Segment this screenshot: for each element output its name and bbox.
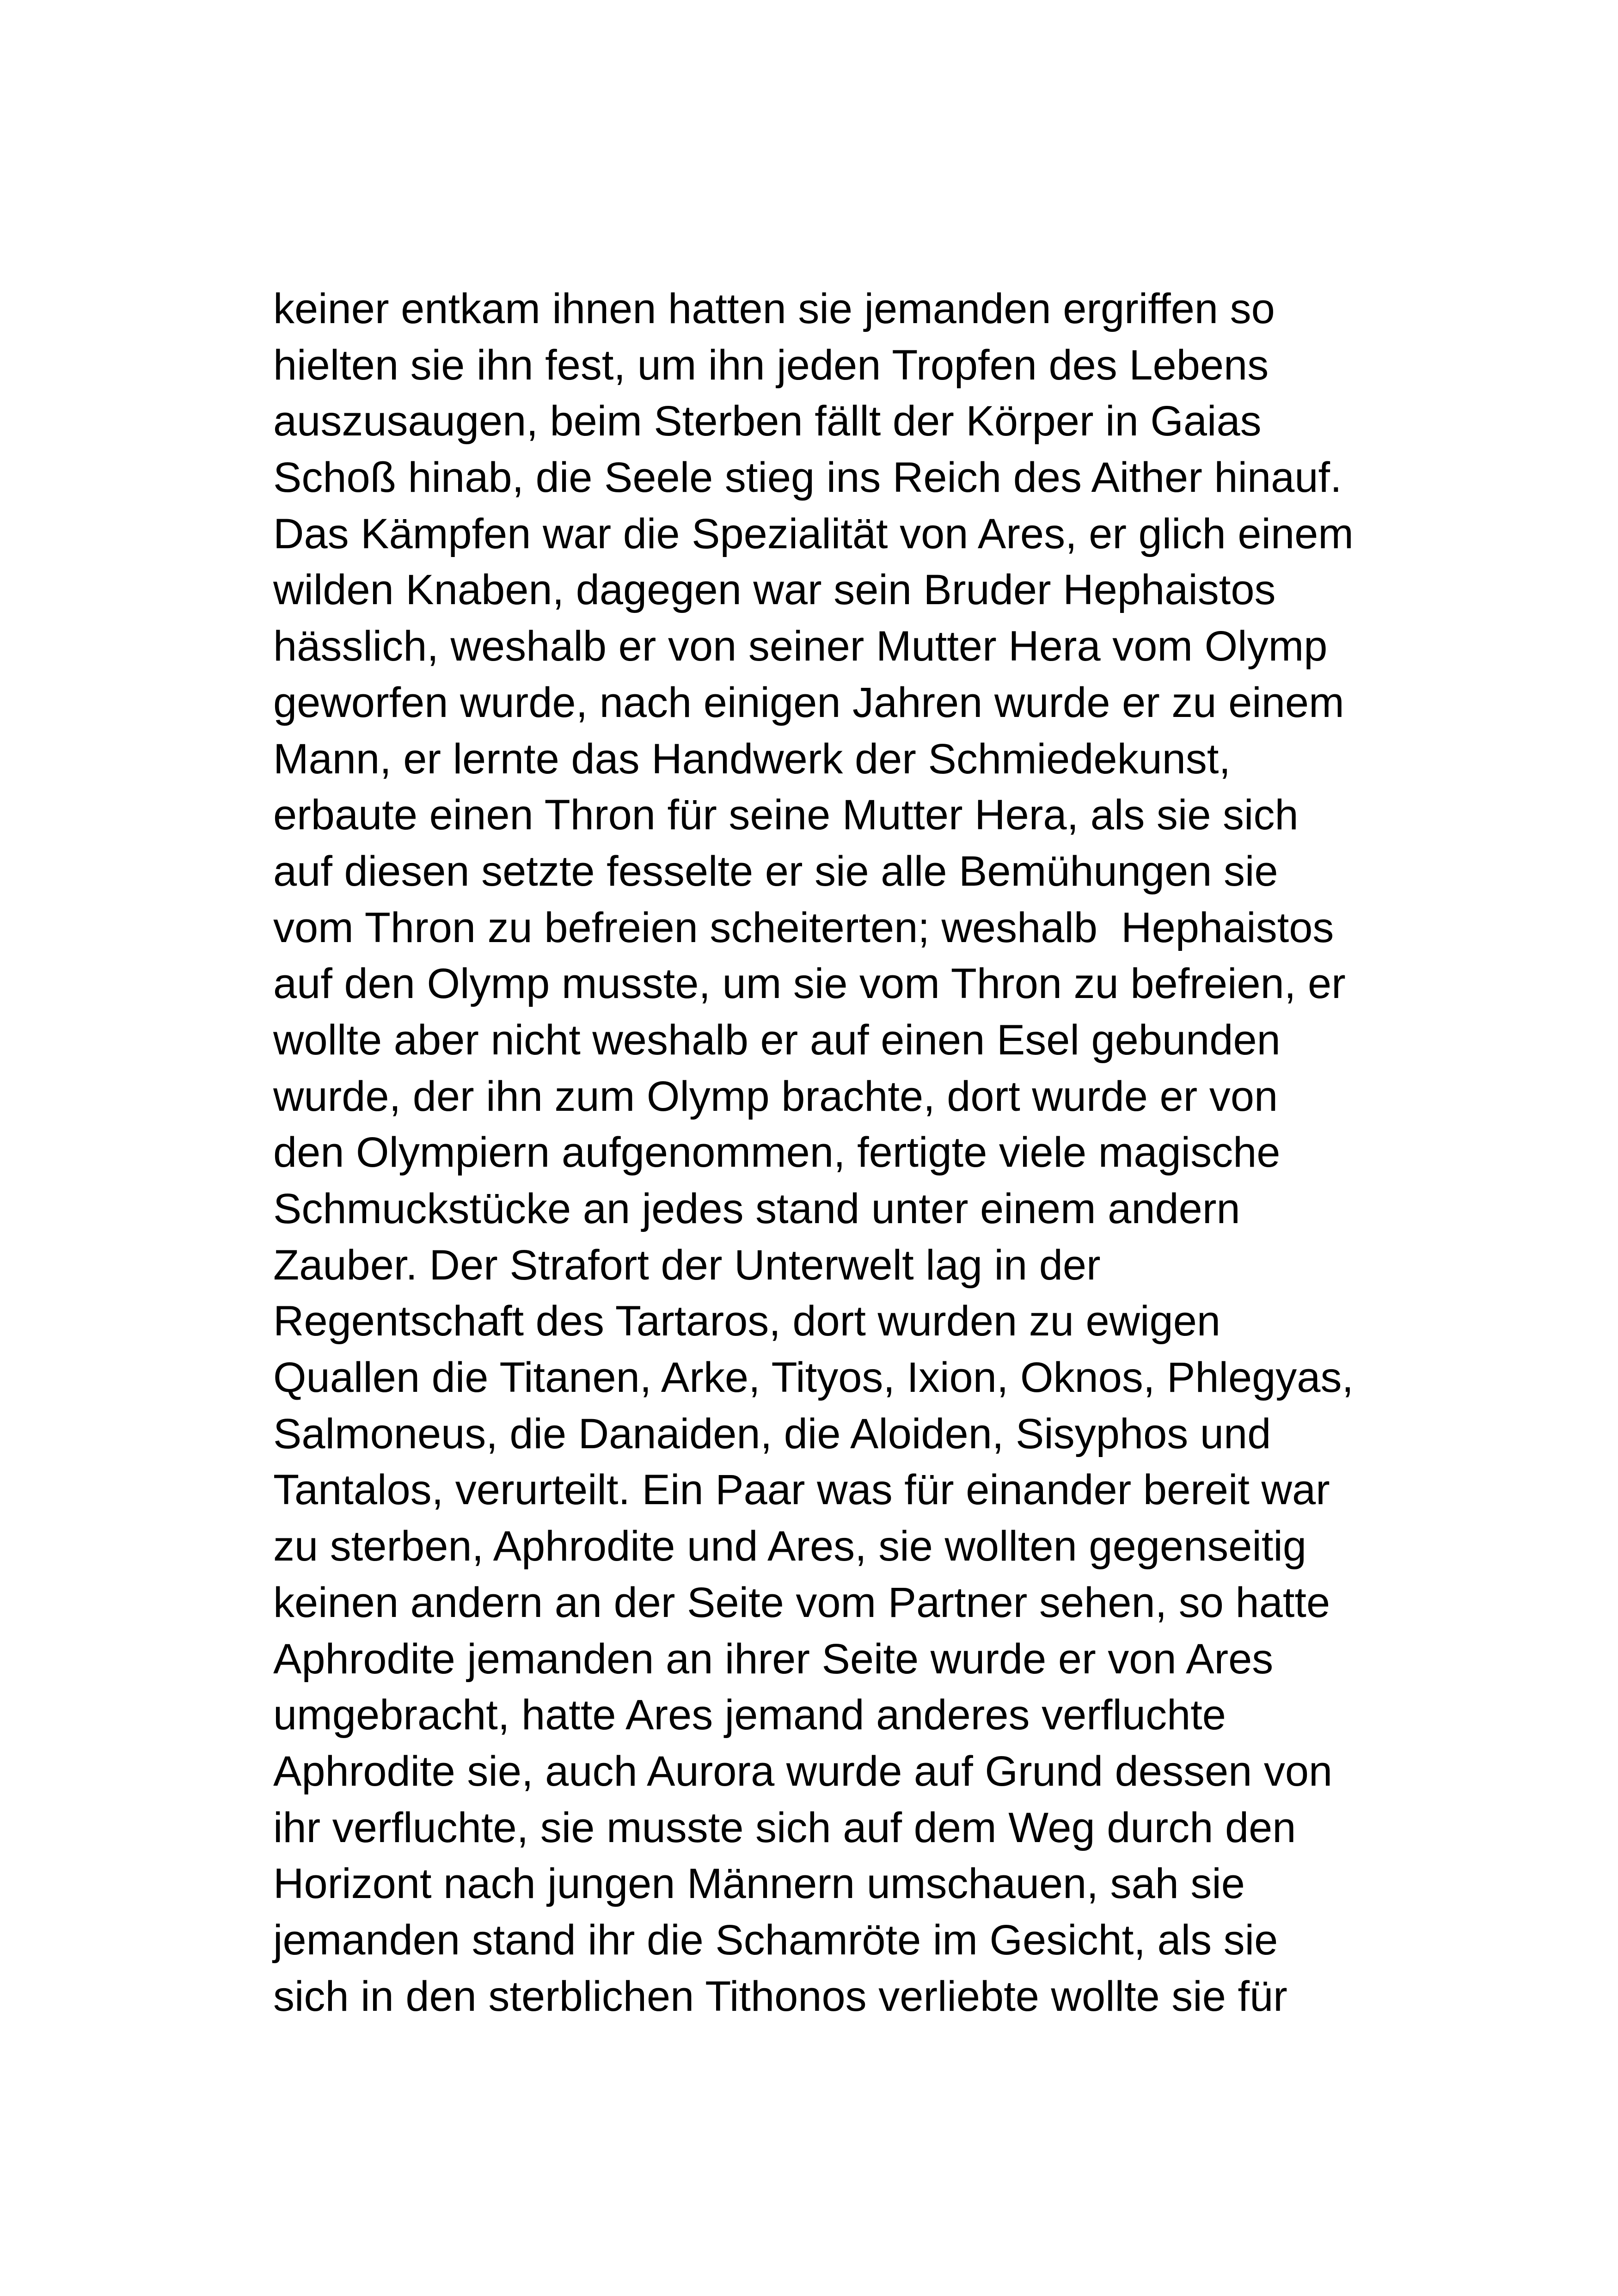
- body-text: [273, 281, 1457, 2025]
- text-line: Tantalos, verurteilt. Ein Paar was für einander bereit war: [273, 1466, 1330, 1514]
- text-line: Das Kämpfen war die Spezialität von Ares, er glich einem: [273, 510, 1354, 557]
- text-line: hielten sie ihn fest, um ihn jeden Tropfen des Lebens: [273, 341, 1269, 389]
- text-line: auf diesen setzte fesselte er sie alle Bemühungen sie: [273, 847, 1278, 895]
- text-line: den Olympiern aufgenommen, fertigte viele magische: [273, 1129, 1281, 1176]
- text-line: wilden Knaben, dagegen war sein Bruder Hephaistos: [273, 566, 1276, 614]
- text-line: hässlich, weshalb er von seiner Mutter Hera vom Olymp: [273, 623, 1328, 670]
- text-line: Aphrodite sie, auch Aurora wurde auf Grund dessen von: [273, 1747, 1333, 1795]
- text-line: geworfen wurde, nach einigen Jahren wurde er zu einem: [273, 679, 1344, 726]
- text-line: auf den Olymp musste, um sie vom Thron zu befreien, er: [273, 960, 1346, 1008]
- text-line: Mann, er lernte das Handwerk der Schmiedekunst,: [273, 735, 1231, 783]
- text-line: vom Thron zu befreien scheiterten; weshalb Hephaistos: [273, 904, 1334, 951]
- text-line: wurde, der ihn zum Olymp brachte, dort wurde er von: [273, 1072, 1278, 1120]
- text-line: keiner entkam ihnen hatten sie jemanden ergriffen so: [273, 285, 1275, 332]
- text-line: Aphrodite jemanden an ihrer Seite wurde er von Ares: [273, 1635, 1274, 1683]
- text-line: Schmuckstücke an jedes stand unter einem andern: [273, 1185, 1240, 1232]
- text-line: auszusaugen, beim Sterben fällt der Körper in Gaias: [273, 398, 1262, 445]
- text-line: Quallen die Titanen, Arke, Tityos, Ixion, Oknos, Phlegyas,: [273, 1354, 1354, 1402]
- text-line: erbaute einen Thron für seine Mutter Hera, als sie sich: [273, 791, 1299, 839]
- text-line: umgebracht, hatte Ares jemand anderes verfluchte: [273, 1691, 1226, 1739]
- text-line: sich in den sterblichen Tithonos verliebte wollte sie für: [273, 1972, 1287, 2020]
- text-line: Salmoneus, die Danaiden, die Aloiden, Sisyphos und: [273, 1410, 1271, 1457]
- text-line: Zauber. Der Strafort der Unterwelt lag in der: [273, 1241, 1101, 1289]
- text-line: keinen andern an der Seite vom Partner sehen, so hatte: [273, 1579, 1330, 1626]
- text-line: ihr verfluchte, sie musste sich auf dem Weg durch den: [273, 1804, 1296, 1851]
- text-line: Regentschaft des Tartaros, dort wurden zu ewigen: [273, 1298, 1221, 1345]
- text-line: jemanden stand ihr die Schamröte im Gesicht, als sie: [273, 1916, 1278, 1964]
- text-line: zu sterben, Aphrodite und Ares, sie wollten gegenseitig: [273, 1523, 1306, 1570]
- text-line: Schoß hinab, die Seele stieg ins Reich des Aither hinauf.: [273, 454, 1342, 502]
- text-line: wollte aber nicht weshalb er auf einen Esel gebunden: [273, 1016, 1281, 1064]
- text-line: Horizont nach jungen Männern umschauen, sah sie: [273, 1860, 1245, 1908]
